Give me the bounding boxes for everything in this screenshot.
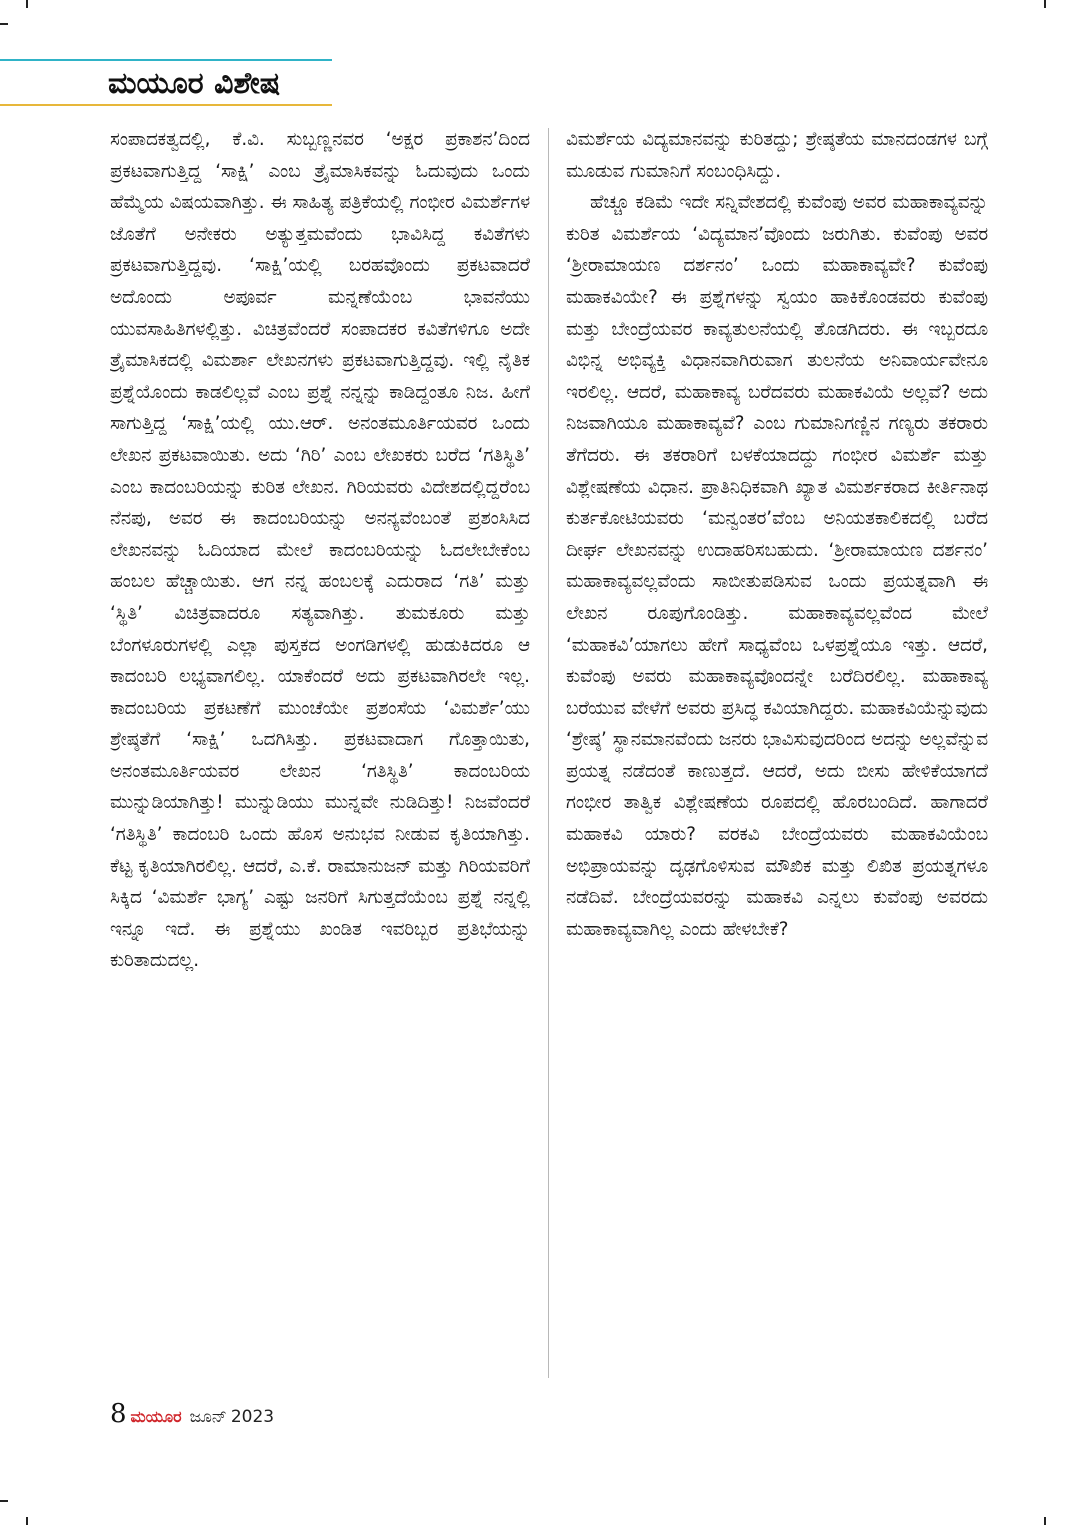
page-footer (110, 1398, 274, 1430)
header-rule-bottom (0, 104, 332, 106)
issue-month: ಜೂನ್ (189, 1407, 227, 1427)
page-number: 8 (110, 1399, 127, 1429)
crop-mark (0, 1500, 8, 1502)
issue-year: 2023 (230, 1407, 275, 1427)
paragraph: ಹೆಚ್ಚೂ ಕಡಿಮೆ ಇದೇ ಸನ್ನಿವೇಶದಲ್ಲಿ ಕುವೆಂಪು ಅವರ ಮಹಾಕಾವ್ಯವನ್ನು ಕುರಿತ ವಿಮರ್ಶೆಯ ‘ವಿದ್ಯಮಾನ’ವೊಂದು ಜರುಗಿತು. ಕುವೆಂಪು ಅವರ ‘ಶ್ರೀರಾಮಾಯಣ ದರ್ಶನಂ’ ಒಂದು ಮಹಾಕಾವ್ಯವೇ? ಕುವೆಂಪು ಮಹಾಕವಿಯೇ? ಈ ಪ್ರಶ್ನೆಗಳನ್ನು ಸ್ವಯಂ ಹಾಕಿಕೊಂಡವರು ಕುವೆಂಪು ಮತ್ತು ಬೇಂದ್ರೆಯವರ ಕಾವ್ಯತುಲನೆಯಲ್ಲಿ ತೊಡಗಿದರು. ಈ ಇಬ್ಬರದೂ ವಿಭಿನ್ನ ಅಭಿವ್ಯಕ್ತಿ ವಿಧಾನವಾಗಿರುವಾಗ ತುಲನೆಯ ಅನಿವಾರ್ಯವೇನೂ ಇರಲಿಲ್ಲ. ಆದರೆ, ಮಹಾಕಾವ್ಯ ಬರೆದವರು ಮಹಾಕವಿಯೆ ಅಲ್ಲವೆ? ಅದು ನಿಜವಾಗಿಯೂ ಮಹಾಕಾವ್ಯವೆ? ಎಂಬ ಗುಮಾನಿಗಣ್ಣಿನ ಗಣ್ಯರು ತಕರಾರು ತೆಗೆದರು. ಈ ತಕರಾರಿಗೆ ಬಳಕೆಯಾದದ್ದು ಗಂಭೀರ ವಿಮರ್ಶೆ ಮತ್ತು ವಿಶ್ಲೇಷಣೆಯ ವಿಧಾನ. ಪ್ರಾತಿನಿಧಿಕವಾಗಿ ಖ್ಯಾತ ವಿಮರ್ಶಕರಾದ ಕೀರ್ತಿನಾಥ ಕುರ್ತಕೋಟಿಯವರು ‘ಮನ್ವಂತರ’ವೆಂಬ ಅನಿಯತಕಾಲಿಕದಲ್ಲಿ ಬರೆದ ದೀರ್ಘ ಲೇಖನವನ್ನು ಉದಾಹರಿಸಬಹುದು. ‘ಶ್ರೀರಾಮಾಯಣ ದರ್ಶನಂ’ ಮಹಾಕಾವ್ಯವಲ್ಲವೆಂದು ಸಾಬೀತುಪಡಿಸುವ ಒಂದು ಪ್ರಯತ್ನವಾಗಿ ಈ ಲೇಖನ ರೂಪುಗೊಂಡಿತ್ತು. ಮಹಾಕಾವ್ಯವಲ್ಲವೆಂದ ಮೇಲೆ ‘ಮಹಾಕವಿ’ಯಾಗಲು ಹೇಗೆ ಸಾಧ್ಯವೆಂಬ ಒಳಪ್ರಶ್ನೆಯೂ ಇತ್ತು. ಆದರೆ, ಕುವೆಂಪು ಅವರು ಮಹಾಕಾವ್ಯವೊಂದನ್ನೇ ಬರೆದಿರಲಿಲ್ಲ. ಮಹಾಕಾವ್ಯ ಬರೆಯುವ ವೇಳೆಗೆ ಅವರು ಪ್ರಸಿದ್ಧ ಕವಿಯಾಗಿದ್ದರು. ಮಹಾಕವಿಯೆನ್ನುವುದು ‘ಶ್ರೇಷ್ಠ’ ಸ್ಥಾನಮಾನವೆಂದು ಜನರು ಭಾವಿಸುವುದರಿಂದ ಅದನ್ನು ಅಲ್ಲವೆನ್ನುವ ಪ್ರಯತ್ನ ನಡೆದಂತೆ ಕಾಣುತ್ತದೆ. ಆದರೆ, ಅದು ಬೀಸು ಹೇಳಿಕೆಯಾಗದೆ ಗಂಭೀರ ತಾತ್ವಿಕ ವಿಶ್ಲೇಷಣೆಯ ರೂಪದಲ್ಲಿ ಹೊರಬಂದಿದೆ. ಹಾಗಾದರೆ ಮಹಾಕವಿ ಯಾರು? ವರಕವಿ ಬೇಂದ್ರೆಯವರು ಮಹಾಕವಿಯೆಂಬ ಅಭಿಪ್ರಾಯವನ್ನು ದೃಢಗೊಳಿಸುವ ಮೌಖಿಕ ಮತ್ತು ಲಿಖಿತ ಪ್ರಯತ್ನಗಳೂ ನಡೆದಿವೆ. ಬೇಂದ್ರೆಯವರನ್ನು ಮಹಾಕವಿ ಎನ್ನಲು ಕುವೆಂಪು ಅವರದು ಮಹಾಕಾವ್ಯವಾಗಿಲ್ಲ ಎಂದು ಹೇಳಬೇಕೆ? (566, 192, 988, 940)
magazine-logo: ಮಯೂರ (130, 1407, 182, 1426)
article-column-left (110, 124, 530, 1386)
header-rule-top (0, 59, 332, 61)
section-title: ಮಯೂರ ವಿಶೇಷ (108, 66, 281, 101)
crop-mark (1044, 0, 1046, 8)
paragraph: ವಿಮರ್ಶೆಯ ವಿದ್ಯಮಾನವನ್ನು ಕುರಿತದ್ದು; ಶ್ರೇಷ್ಠತೆಯ ಮಾನದಂಡಗಳ ಬಗ್ಗೆ ಮೂಡುವ ಗುಮಾನಿಗೆ ಸಂಬಂಧಿಸಿದ್ದು. (566, 129, 988, 182)
article-column-right (566, 124, 988, 1386)
paragraph: ಸಂಪಾದಕತ್ವದಲ್ಲಿ, ಕೆ.ವಿ. ಸುಬ್ಬಣ್ಣನವರ ‘ಅಕ್ಷರ ಪ್ರಕಾಶನ’ದಿಂದ ಪ್ರಕಟವಾಗುತ್ತಿದ್ದ ‘ಸಾಕ್ಷಿ’ ಎಂಬ ತ್ರೈಮಾಸಿಕವನ್ನು ಓದುವುದು ಒಂದು ಹೆಮ್ಮೆಯ ವಿಷಯವಾಗಿತ್ತು. ಈ ಸಾಹಿತ್ಯ ಪತ್ರಿಕೆಯಲ್ಲಿ ಗಂಭೀರ ವಿಮರ್ಶೆಗಳ ಜೊತೆಗೆ ಅನೇಕರು ಅತ್ಯುತ್ತಮವೆಂದು ಭಾವಿಸಿದ್ದ ಕವಿತೆಗಳು ಪ್ರಕಟವಾಗುತ್ತಿದ್ದವು. ‘ಸಾಕ್ಷಿ’ಯಲ್ಲಿ ಬರಹವೊಂದು ಪ್ರಕಟವಾದರೆ ಅದೊಂದು ಅಪೂರ್ವ ಮನ್ನಣೆಯೆಂಬ ಭಾವನೆಯು ಯುವಸಾಹಿತಿಗಳಲ್ಲಿತ್ತು. ವಿಚಿತ್ರವೆಂದರೆ ಸಂಪಾದಕರ ಕವಿತೆಗಳಿಗೂ ಅದೇ ತ್ರೈಮಾಸಿಕದಲ್ಲಿ ವಿಮರ್ಶಾ ಲೇಖನಗಳು ಪ್ರಕಟವಾಗುತ್ತಿದ್ದವು. ಇಲ್ಲಿ ನೈತಿಕ ಪ್ರಶ್ನೆಯೊಂದು ಕಾಡಲಿಲ್ಲವೆ ಎಂಬ ಪ್ರಶ್ನೆ ನನ್ನನ್ನು ಕಾಡಿದ್ದಂತೂ ನಿಜ. ಹೀಗೆ ಸಾಗುತ್ತಿದ್ದ ‘ಸಾಕ್ಷಿ’ಯಲ್ಲಿ ಯು.ಆರ್. ಅನಂತಮೂರ್ತಿಯವರ ಒಂದು ಲೇಖನ ಪ್ರಕಟವಾಯಿತು. ಅದು ‘ಗಿರಿ’ ಎಂಬ ಲೇಖಕರು ಬರೆದ ‘ಗತಿಸ್ಥಿತಿ’ ಎಂಬ ಕಾದಂಬರಿಯನ್ನು ಕುರಿತ ಲೇಖನ. ಗಿರಿಯವರು ವಿದೇಶದಲ್ಲಿದ್ದರೆಂಬ ನೆನಪು, ಅವರ ಈ ಕಾದಂಬರಿಯನ್ನು ಅನನ್ಯವೆಂಬಂತೆ ಪ್ರಶಂಸಿಸಿದ ಲೇಖನವನ್ನು ಓದಿಯಾದ ಮೇಲೆ ಕಾದಂಬರಿಯನ್ನು ಓದಲೇಬೇಕೆಂಬ ಹಂಬಲ ಹೆಚ್ಚಾಯಿತು. ಆಗ ನನ್ನ ಹಂಬಲಕ್ಕೆ ಎದುರಾದ ‘ಗತಿ’ ಮತ್ತು ‘ಸ್ಥಿತಿ’ ವಿಚಿತ್ರವಾದರೂ ಸತ್ಯವಾಗಿತ್ತು. ತುಮಕೂರು ಮತ್ತು ಬೆಂಗಳೂರುಗಳಲ್ಲಿ ಎಲ್ಲಾ ಪುಸ್ತಕದ ಅಂಗಡಿಗಳಲ್ಲಿ ಹುಡುಕಿದರೂ ಆ ಕಾದಂಬರಿ ಲಭ್ಯವಾಗಲಿಲ್ಲ. ಯಾಕೆಂದರೆ ಅದು ಪ್ರಕಟವಾಗಿರಲೇ ಇಲ್ಲ. ಕಾದಂಬರಿಯ ಪ್ರಕಟಣೆಗೆ ಮುಂಚೆಯೇ ಪ್ರಶಂಸೆಯ ‘ವಿಮರ್ಶೆ’ಯು ಶ್ರೇಷ್ಠತೆಗೆ ‘ಸಾಕ್ಷಿ’ ಒದಗಿಸಿತ್ತು. ಪ್ರಕಟವಾದಾಗ ಗೊತ್ತಾಯಿತು, ಅನಂತಮೂರ್ತಿಯವರ ಲೇಖನ ‘ಗತಿಸ್ಥಿತಿ’ ಕಾದಂಬರಿಯ ಮುನ್ನುಡಿಯಾಗಿತ್ತು! ಮುನ್ನುಡಿಯು ಮುನ್ನವೇ ನುಡಿದಿತ್ತು! ನಿಜವೆಂದರೆ ‘ಗತಿಸ್ಥಿತಿ’ ಕಾದಂಬರಿ ಒಂದು ಹೊಸ ಅನುಭವ ನೀಡುವ ಕೃತಿಯಾಗಿತ್ತು. ಕೆಟ್ಟ ಕೃತಿಯಾಗಿರಲಿಲ್ಲ. ಆದರೆ, ಎ.ಕೆ. ರಾಮಾನುಜನ್ ಮತ್ತು ಗಿರಿಯವರಿಗೆ ಸಿಕ್ಕಿದ ‘ವಿಮರ್ಶೆ ಭಾಗ್ಯ’ ಎಷ್ಟು ಜನರಿಗೆ ಸಿಗುತ್ತದೆಯೆಂಬ ಪ್ರಶ್ನೆ ನನ್ನಲ್ಲಿ ಇನ್ನೂ ಇದೆ. ಈ ಪ್ರಶ್ನೆಯು ಖಂಡಿತ ಇವರಿಬ್ಬರ ಪ್ರತಿಭೆಯನ್ನು ಕುರಿತಾದುದಲ್ಲ. (110, 129, 530, 972)
crop-mark (26, 0, 28, 8)
column-divider (548, 128, 549, 1378)
crop-mark (1044, 1517, 1046, 1525)
crop-mark (26, 1517, 28, 1525)
crop-mark (0, 23, 8, 25)
